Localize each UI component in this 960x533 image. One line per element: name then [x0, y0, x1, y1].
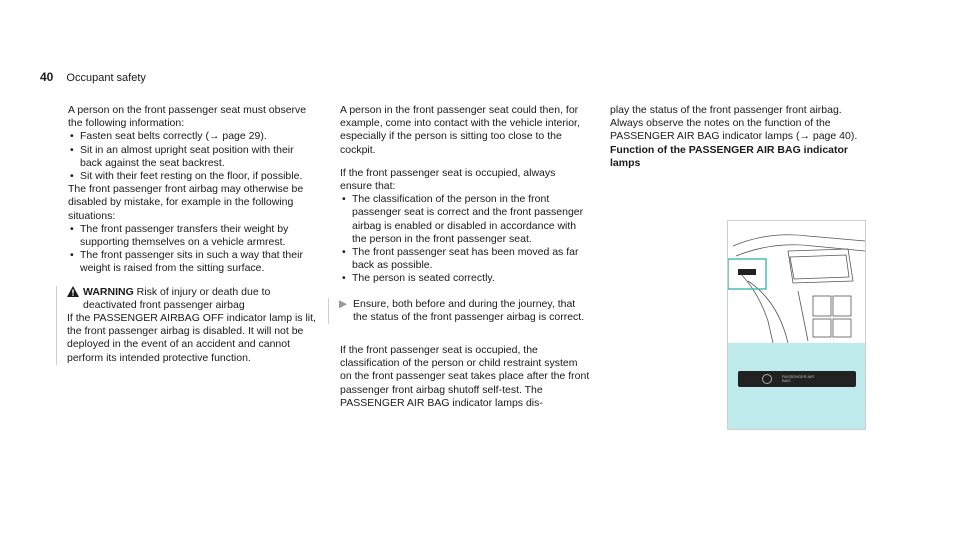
column-2 — [340, 104, 590, 410]
list-item: • Fasten seat belts correctly (→ page 29). — [68, 130, 316, 143]
classification-text: If the front passenger seat is occupied, the classification of the person or child restraint system on the front passenger seat takes place after the front passenger front airbag shutoff self-test. The PASSENGER AIR BAG indicator lamps dis- — [340, 344, 590, 409]
instruction-text: Ensure, both before and during the journey, that the status of the front passenger airbag is correct. — [353, 297, 585, 323]
situations-list — [68, 223, 316, 276]
list-item: • The front passenger sits in such a way that their weight is raised from the sitting surface. — [68, 249, 316, 275]
play-arrow-icon: ▶ — [339, 297, 348, 310]
list-item: • The front passenger transfers their weight by supporting themselves on a vehicle armrest. — [68, 223, 316, 249]
list-item: • Sit in an almost upright seat position with their back against the seat backrest. — [68, 144, 316, 170]
ensure-text: If the front passenger seat is occupied, always ensure that: — [340, 166, 556, 193]
airbag-indicator-icon — [762, 374, 772, 384]
panel-label: PASSENGER AIR BAG — [782, 374, 815, 383]
intro-text: A person on the front passenger seat must observe the following information: — [68, 104, 307, 130]
section-heading: Function of the PASSENGER AIR BAG indicator lamps — [610, 143, 849, 169]
cockpit-illustration — [728, 221, 865, 343]
info-list — [68, 130, 316, 183]
list-item: • Sit with their feet resting on the floor, if possible. — [68, 170, 316, 183]
section-title: Occupant safety — [66, 72, 146, 84]
warning-header — [67, 286, 316, 312]
situations-text: The front passenger front airbag may otherwise be disabled by mistake, for example in the following situations: — [68, 183, 304, 222]
ensure-list — [340, 193, 590, 285]
indicator-figure — [727, 220, 866, 430]
column-3 — [610, 104, 870, 170]
status-text: play the status of the front passenger front airbag. — [610, 104, 842, 116]
warning-title: WARNING — [83, 285, 134, 298]
instruction-box — [328, 298, 590, 324]
notes-text: Always observe the notes on the function of the PASSENGER AIR BAG indicator lamps (→ page 40). — [610, 117, 858, 143]
page-number: 40 — [40, 70, 54, 84]
contact-text: A person in the front passenger seat could then, for example, come into contact with the vehicle interior, especially if the person is sitting too close to the cockpit. — [340, 104, 580, 156]
warning-text: Risk of injury or death due to deactivated front passenger airbag — [83, 285, 271, 311]
warning-box — [56, 286, 316, 365]
column-1 — [68, 104, 316, 365]
list-item: • The person is seated correctly. — [340, 272, 590, 285]
list-item: • The front passenger seat has been moved as far back as possible. — [340, 246, 590, 272]
page-header — [40, 70, 146, 84]
warning-body: If the PASSENGER AIRBAG OFF indicator lamp is lit, the front passenger airbag is disabled. It will not be deployed in the event of an accident and cannot perform its intended protective function. — [67, 312, 316, 364]
warning-triangle-icon — [67, 286, 79, 301]
list-item: • The classification of the person in the front passenger seat is correct and the front passenger airbag is enabled or disabled in accordance with the person in the front passenger seat. — [340, 193, 590, 246]
inset-zoom — [728, 343, 865, 429]
indicator-panel — [738, 371, 856, 387]
